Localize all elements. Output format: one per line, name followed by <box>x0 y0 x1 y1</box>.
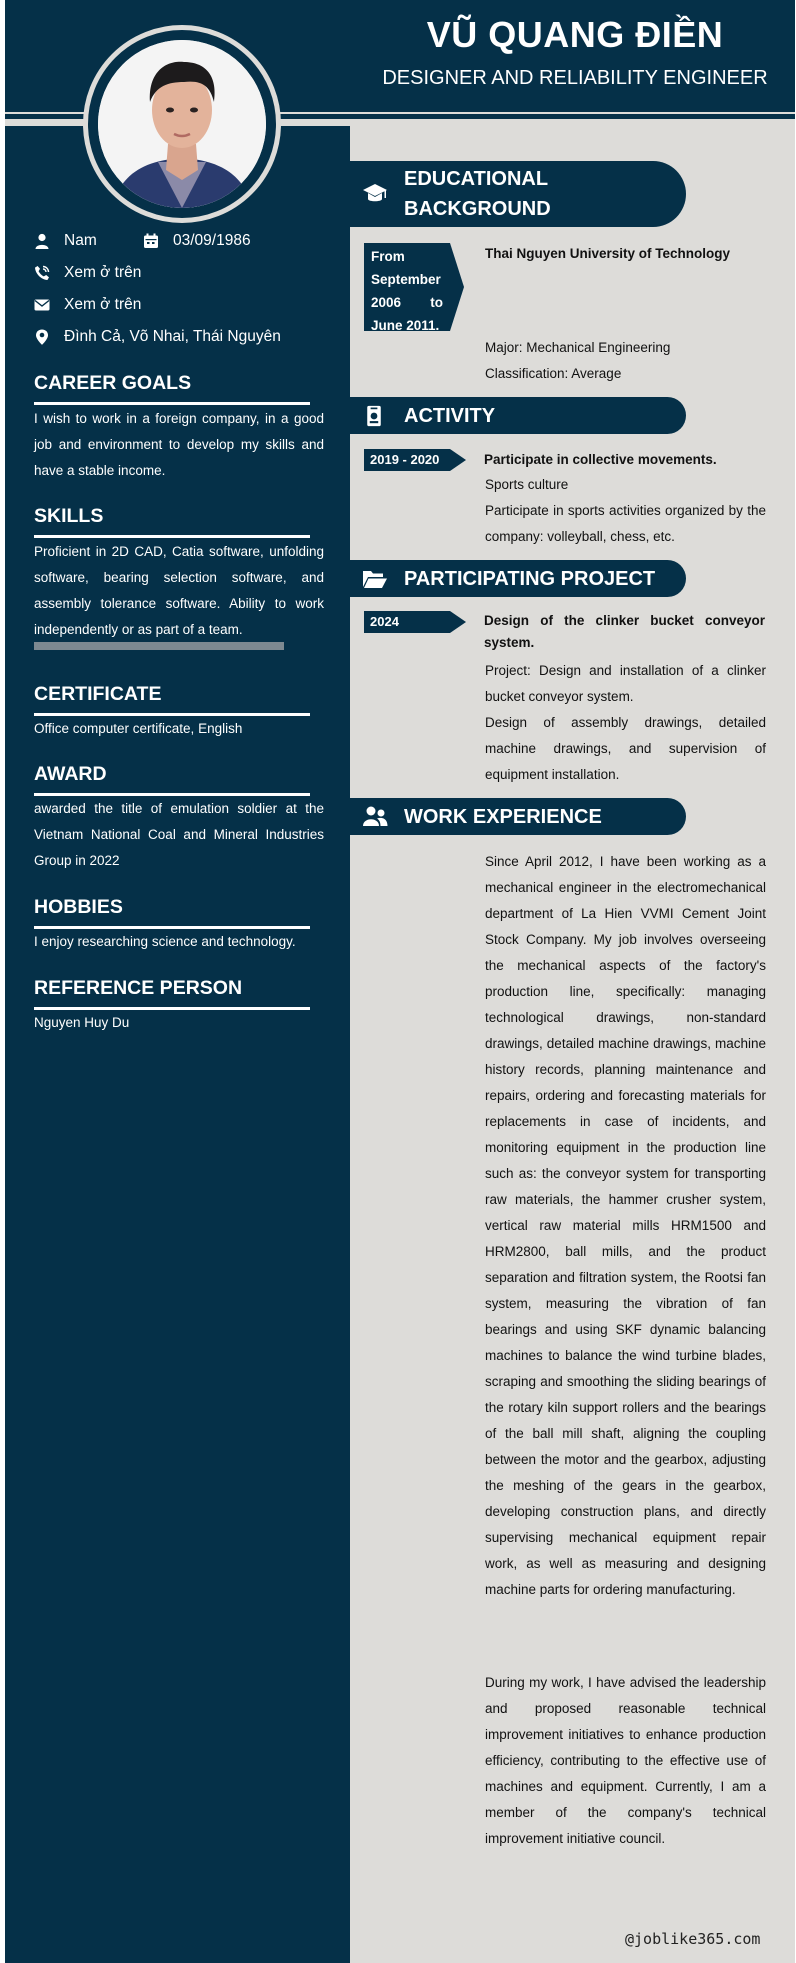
project-text-2: Design of assembly drawings, detailed machine drawings, and supervision of equipment installation. <box>485 715 766 782</box>
career-goals-text: I wish to work in a foreign company, in a good job and environment to develop my skills and have a stable income. <box>34 411 324 478</box>
education-start-month: September <box>371 272 441 287</box>
activity-heading: Participate in collective movements. <box>484 452 717 467</box>
career-goals-heading: CAREER GOALS <box>34 372 192 394</box>
email-row <box>34 296 141 314</box>
users-icon <box>362 804 388 830</box>
education-to: to <box>430 295 443 310</box>
education-period-tag <box>364 243 450 331</box>
hobbies-heading: HOBBIES <box>34 896 123 918</box>
work-paragraph-2: During my work, I have advised the leadership and proposed reasonable technical improvement initiatives to enhance production efficiency, contributing to the effective use of machines and equipment. Currently, I am a member of the company's technical improvement initiative council. <box>485 1675 766 1846</box>
envelope-icon <box>34 297 50 313</box>
phone-value: Xem ở trên <box>64 264 142 281</box>
skills-underline <box>34 535 310 538</box>
education-start-year: 2006 <box>371 295 402 310</box>
folder-open-icon <box>362 566 388 592</box>
profile-photo <box>98 40 266 208</box>
education-end: June 2011. <box>371 318 440 333</box>
work-title: WORK EXPERIENCE <box>404 805 602 828</box>
project-header <box>350 560 686 597</box>
skill-level-fill <box>34 642 249 650</box>
calendar-icon <box>143 233 159 249</box>
badge-icon <box>363 405 385 427</box>
education-classification: Classification: Average <box>485 366 622 381</box>
skill-level-bar <box>34 642 284 650</box>
hobbies-text: I enjoy researching science and technology. <box>34 934 296 949</box>
education-title-line2: BACKGROUND <box>404 198 551 220</box>
sidebar <box>5 126 350 1963</box>
work-header <box>350 798 686 835</box>
reference-heading: REFERENCE PERSON <box>34 977 243 999</box>
career-goals-underline <box>34 402 310 405</box>
resume-page <box>5 0 795 1963</box>
phone-row <box>34 264 141 282</box>
phone-icon <box>34 265 50 281</box>
watermark: @joblike365.com <box>625 1930 761 1948</box>
certificate-heading: CERTIFICATE <box>34 683 162 705</box>
education-header <box>350 161 686 227</box>
education-title <box>404 164 551 224</box>
address-value: Đình Cả, Võ Nhai, Thái Nguyên <box>64 328 281 345</box>
email-value: Xem ở trên <box>64 296 142 313</box>
activity-text: Participate in sports activities organized by the company: volleyball, chess, etc. <box>485 503 766 544</box>
education-from: From <box>371 249 405 264</box>
project-text-1: Project: Design and installation of a clinker bucket conveyor system. <box>485 663 766 704</box>
activity-period-tag: 2019 - 2020 <box>364 449 450 471</box>
work-paragraph-1: Since April 2012, I have been working as a mechanical engineer in the electromechanical department of La Hien VVMI Cement Joint Stock Company. My job involves overseeing the mechanical aspects of the factory's production line, specifically: managing technological drawings, non-standard drawings, detailed machine drawings, machine history records, planning maintenance and repairs, ordering and forecasting materials for replacements in case of incidents, and monitoring equipment in the production line such as: the conveyor system for transporting raw materials, the hammer crusher system, vertical raw material mills HRM1500 and HRM2800, ball mills, and the product separation and filtration system, the Rootsi fan system, measuring the vibration of fan bearings and using SKF dynamic balancing machines to balance the wind turbine blades, scraping and smoothing the sliding bearings of the rotary kiln support rollers and the bearings of the ball mill shaft, aligning the coupling between the motor and the gearbox, adjusting the meshing of the gears in the gearbox, developing construction plans, and directly supervising mechanical equipment repair work, as well as measuring and designing machine parts for ordering manufacturing. <box>485 854 766 1597</box>
gender-value: Nam <box>64 232 97 249</box>
graduation-cap-icon <box>362 181 388 207</box>
activity-title: ACTIVITY <box>404 404 496 427</box>
education-school: Thai Nguyen University of Technology <box>485 246 731 261</box>
address-row <box>34 328 281 346</box>
reference-text: Nguyen Huy Du <box>34 1015 130 1030</box>
activity-subtitle: Sports culture <box>485 477 569 492</box>
location-pin-icon <box>34 329 50 345</box>
award-text: awarded the title of emulation soldier at the Vietnam National Coal and Mineral Industries Group in 2022 <box>34 801 324 868</box>
project-year-tag: 2024 <box>364 611 450 633</box>
profile-photo-frame <box>83 25 281 223</box>
birthdate-row <box>143 232 251 250</box>
education-start-year-line <box>371 291 443 314</box>
project-heading: Design of the clinker bucket conveyor system. <box>484 613 765 650</box>
portrait-image <box>98 40 266 208</box>
skills-heading: SKILLS <box>34 505 104 527</box>
skills-text: Proficient in 2D CAD, Catia software, unfolding software, bearing selection software, and assembly tolerance software. Ability to work independently or as part of a team. <box>34 544 324 637</box>
certificate-text: Office computer certificate, English <box>34 721 243 736</box>
birthdate-value: 03/09/1986 <box>173 232 251 249</box>
award-heading: AWARD <box>34 763 107 785</box>
person-icon <box>34 233 50 249</box>
gender-row <box>34 232 97 250</box>
candidate-title: DESIGNER AND RELIABILITY ENGINEER <box>382 67 768 89</box>
education-title-line1: EDUCATIONAL <box>404 168 549 190</box>
project-title: PARTICIPATING PROJECT <box>404 567 656 590</box>
activity-header <box>350 397 686 434</box>
education-major: Major: Mechanical Engineering <box>485 340 671 355</box>
candidate-name: VŨ QUANG ĐIỀN <box>426 14 724 55</box>
